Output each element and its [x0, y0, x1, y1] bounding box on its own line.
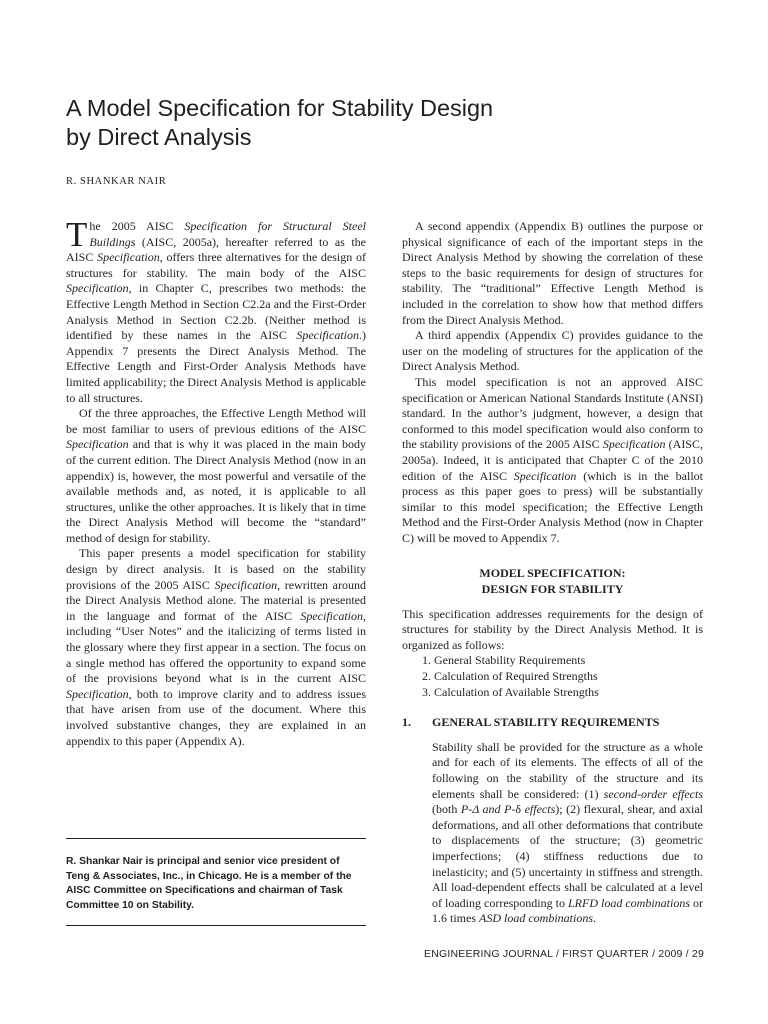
- list-item: 1. General Stability Requirements: [422, 653, 586, 668]
- right-column: [402, 219, 703, 927]
- paragraph-not-approved: This model specification is not an approved AISC specification or American National Standards Institute (ANSI) standard. In the author’s judgment, however, a design that conformed to this model specification would also conform to the stability provisions of the 2005 AISC Specification (AISC, 2005a). Indeed, it is anticipated that Chapter C of the 2010 edition of the AISC Specification (which is in the ballot process as this paper goes to press) will be substantially similar to this model specification; the Effective Length Method and the First-Order Analysis Method (now in Chapter C) will be moved to Appendix 7.: [402, 374, 703, 545]
- footnote-rule-top: [66, 838, 366, 839]
- paragraph-appendix-c: A third appendix (Appendix C) provides guidance to the user on the modeling of structures for the application of the Direct Analysis Method.: [402, 328, 703, 374]
- author-byline: R. SHANKAR NAIR: [66, 176, 167, 187]
- section-1-body: Stability shall be provided for the structure as a whole and for each of its elements. The effects of all of the following on the stability of the structure and its elements shall be considered: (1) second-order effects (both P-Δ and P-δ effects); (2) flexural, shear, and axial deformations, and all other deformations that contribute to displacements of the structure; (3) geometric imperfections; (4) stiffness reductions due to inelasticity; and (5) uncertainty in stiffness and strength. All load-dependent effects shall be calculated at a level of loading corresponding to LRFD load combinations or 1.6 times ASD load combinations.: [432, 739, 703, 926]
- title-line-2: by Direct Analysis: [66, 124, 252, 150]
- footnote-rule-bottom: [66, 925, 366, 926]
- left-column: [66, 215, 366, 749]
- paragraph-approaches: Of the three approaches, the Effective Length Method will be most familiar to users of previous editions of the AISC Specification and that is why it was placed in the main body of the current edition. The Direct Analysis Method (now in an appendix) is, however, the most powerful and versatile of the available methods and, as noted, it is applicable to all structures, unlike the other approaches. It is likely that in time the Direct Analysis Method will become the “standard” method of design for stability.: [66, 406, 366, 545]
- section-1-heading: 1. GENERAL STABILITY REQUIREMENTS: [402, 715, 660, 730]
- article-title: [66, 94, 706, 152]
- section-heading-model-spec: MODEL SPECIFICATION: DESIGN FOR STABILITY: [479, 566, 626, 597]
- page-footer: ENGINEERING JOURNAL / FIRST QUARTER / 2009 / 29: [424, 948, 704, 960]
- paragraph-intro: The 2005 AISC Specification for Structural Steel Buildings (AISC, 2005a), hereafter referred to as the AISC Specification, offers three alternatives for the design of structures for stability. The main body of the AISC Specification, in Chapter C, prescribes two methods: the Effective Length Method in Section C2.2a and the First-Order Analysis Method in Section C2.2b. (Neither method is identified by these names in the AISC Specification.) Appendix 7 presents the Direct Analysis Method. The Effective Length and First-Order Analysis Methods have limited applicability; the Direct Analysis Method is applicable to all structures.: [66, 215, 366, 405]
- list-item: 3. Calculation of Available Strengths: [422, 684, 599, 699]
- list-item: 2. Calculation of Required Strengths: [422, 669, 598, 684]
- paragraph-spec-intro: This specification addresses requirements for the design of structures for stability by the Direct Analysis Method. It is organized as follows:: [402, 606, 703, 652]
- drop-cap: T: [66, 215, 88, 254]
- title-line-1: A Model Specification for Stability Design: [66, 95, 494, 121]
- paragraph-appendix-b: A second appendix (Appendix B) outlines the purpose or physical significance of each of the important steps in the Direct Analysis Method by showing the correlation of these steps to the basic requirements for design of structures for stability. The “traditional” Effective Length Method is included in the correlation to show how that method differs from the Direct Analysis Method.: [402, 219, 703, 327]
- author-footnote: R. Shankar Nair is principal and senior vice president of Teng & Associates, Inc., in Chicago. He is a member of the AISC Committee on Specifications and chairman of Task Committee 10 on Stability.: [66, 856, 352, 911]
- organization-list: [402, 653, 703, 700]
- paragraph-model-spec: This paper presents a model specification for stability design by direct analysis. It is based on the stability provisions of the 2005 AISC Specification, rewritten around the Direct Analysis Method alone. The material is presented in the language and format of the AISC Specification, including “User Notes” and the italicizing of terms listed in the glossary where they first appear in a section. The focus on a single method has offered the opportunity to expand some of the provisions beyond what is in the current AISC Specification, both to improve clarity and to address issues that have arisen from use of the document. Where this involved substantive changes, they are explained in an appendix to this paper (Appendix A).: [66, 546, 366, 748]
